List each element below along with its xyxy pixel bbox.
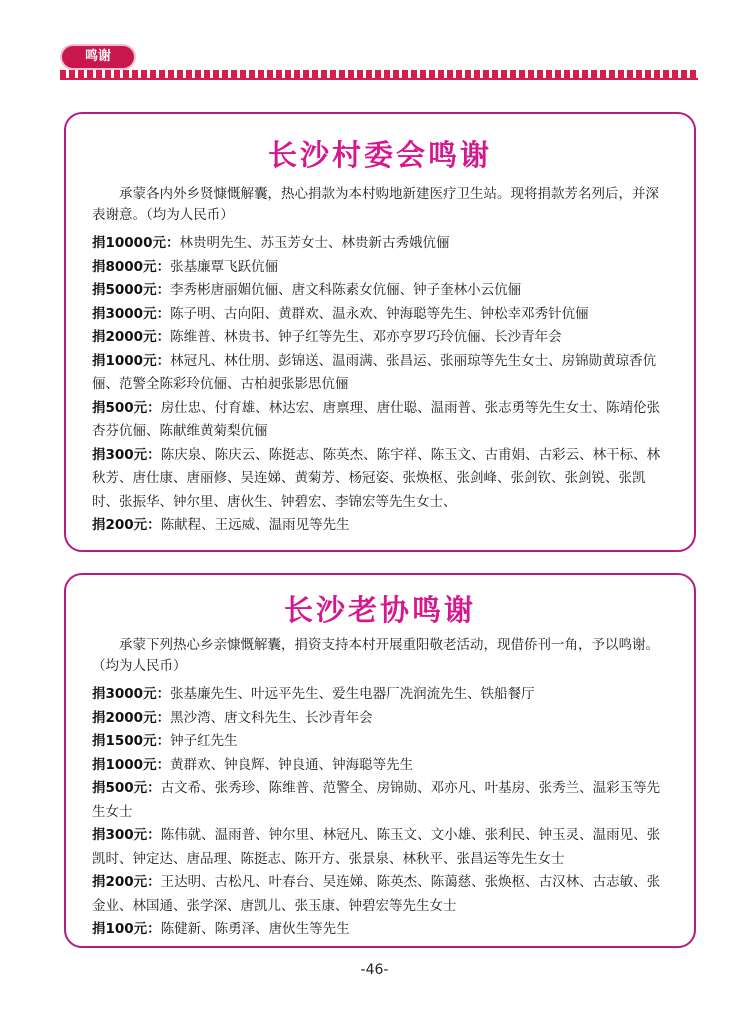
donation-row — [92, 514, 668, 538]
donor-names: 黑沙湾、唐文科先生、长沙青年会 — [170, 709, 373, 726]
donor-names: 张基廉覃飞跃伉俪 — [170, 258, 279, 275]
donation-row — [92, 444, 668, 515]
donor-names: 张基廉先生、叶远平先生、爱生电器厂冼润流先生、铁船餐厅 — [170, 686, 535, 702]
donation-amount: 捐200元： — [92, 874, 161, 890]
donation-amount: 捐1000元： — [92, 756, 171, 773]
donor-names: 陈健新、陈勇泽、唐伙生等先生 — [160, 921, 350, 937]
donor-names: 黄群欢、钟良辉、钟良通、钟海聪等先生 — [170, 756, 414, 773]
donation-row — [92, 232, 668, 256]
donation-row — [92, 730, 668, 754]
donation-row — [92, 256, 668, 280]
donation-amount: 捐5000元： — [92, 282, 171, 298]
donation-amount: 捐1500元： — [92, 733, 171, 749]
donor-names: 古文希、张秀珍、陈维普、范警全、房锦勋、邓亦凡、叶基房、张秀兰、温彩玉等先生女士 — [92, 780, 661, 820]
donor-names: 王达明、古松凡、叶春台、吴连娣、陈英杰、陈蔼慈、张焕枢、古汉林、古志敏、张金业、林国通、张学深、唐凯儿、张玉康、钟碧宏等先生女士 — [92, 874, 661, 914]
donor-names: 房仕忠、付育雄、林达宏、唐禀理、唐仕聪、温雨普、张志勇等先生女士、陈靖伦张杏芬伉俪、陈献维黄菊梨伉俪 — [92, 399, 661, 439]
donation-amount: 捐3000元： — [92, 305, 171, 322]
section-title: 长沙老协鸣谢 — [283, 593, 476, 627]
donation-row — [92, 397, 668, 444]
donation-row — [92, 350, 668, 397]
donation-amount: 捐300元： — [92, 446, 161, 463]
donation-amount: 捐500元： — [92, 399, 161, 416]
donation-row — [92, 279, 668, 303]
section-intro: 承蒙各内外乡贤慷慨解囊，热心捐款为本村购地新建医疗卫生站。现将捐款芳名列后，并深表谢意。（均为人民币） — [92, 186, 659, 223]
section-intro: 承蒙下列热心乡亲慷慨解囊，捐资支持本村开展重阳敬老活动，现借侨刊一角，予以鸣谢。（均为人民币） — [92, 637, 659, 674]
donation-amount: 捐200元： — [92, 517, 161, 533]
section-title: 长沙村委会鸣谢 — [267, 138, 492, 172]
donation-row — [92, 777, 668, 824]
donation-amount: 捐2000元： — [92, 709, 171, 726]
donation-amount: 捐8000元： — [92, 258, 171, 275]
donor-names: 林贵明先生、苏玉芳女士、林贵新古秀娥伉俪 — [179, 235, 450, 251]
donation-amount: 捐10000元： — [92, 235, 180, 251]
donor-names: 陈献程、王远威、温雨见等先生 — [160, 517, 350, 533]
donation-amount: 捐2000元： — [92, 329, 171, 345]
donation-amount: 捐500元： — [92, 780, 161, 796]
header-divider-line — [60, 78, 698, 80]
donor-names: 陈伟就、温雨普、钟尔里、林冠凡、陈玉文、文小雄、张利民、钟玉灵、温雨见、张凯时、钟定达、唐品理、陈挺志、陈开方、张景泉、林秋平、张昌运等先生女士 — [92, 827, 661, 867]
donation-amount: 捐100元： — [92, 921, 161, 937]
donation-row — [92, 871, 668, 918]
header-divider-dashed — [60, 70, 698, 78]
donor-names: 钟子红先生 — [170, 733, 238, 749]
donation-row — [92, 683, 668, 707]
donation-row — [92, 326, 668, 350]
page-number: -46- — [360, 962, 389, 978]
donor-names: 陈维普、林贵书、钟子红等先生、邓亦亨罗巧玲伉俪、长沙青年会 — [170, 329, 562, 345]
donation-row — [92, 918, 668, 942]
donor-names: 林冠凡、林仕朋、彭锦送、温雨满、张昌运、张丽琼等先生女士、房锦勋黄琼香伉俪、范警全陈彩玲伉俪、古柏昶张影思伉俪 — [92, 352, 657, 392]
section-tab: 鸣谢 — [60, 44, 136, 70]
donation-row — [92, 707, 668, 731]
donor-names: 李秀彬唐丽媚伉俪、唐文科陈素女伉俪、钟子奎林小云伉俪 — [170, 282, 522, 298]
donor-names: 陈庆泉、陈庆云、陈挺志、陈英杰、陈宇祥、陈玉文、古甫娟、古彩云、林干标、林秋芳、唐仕康、唐丽修、吴连娣、黄菊芳、杨冠姿、张焕枢、张剑峰、张剑钦、张剑锐、张凯时、张振华、钟尔里、唐伙生、钟碧宏、李锦宏等先生女士、 — [92, 446, 661, 510]
acknowledgment-box-elderly-association — [64, 573, 696, 948]
donation-amount: 捐300元： — [92, 827, 161, 843]
donation-row — [92, 754, 668, 778]
donation-amount: 捐3000元： — [92, 686, 171, 702]
donation-row — [92, 303, 668, 327]
acknowledgment-box-village-committee — [64, 112, 696, 552]
donor-names: 陈子明、古向阳、黄群欢、温永欢、钟海聪等先生、钟松幸邓秀针伉俪 — [170, 305, 589, 322]
donation-row — [92, 824, 668, 871]
donation-amount: 捐1000元： — [92, 352, 171, 369]
